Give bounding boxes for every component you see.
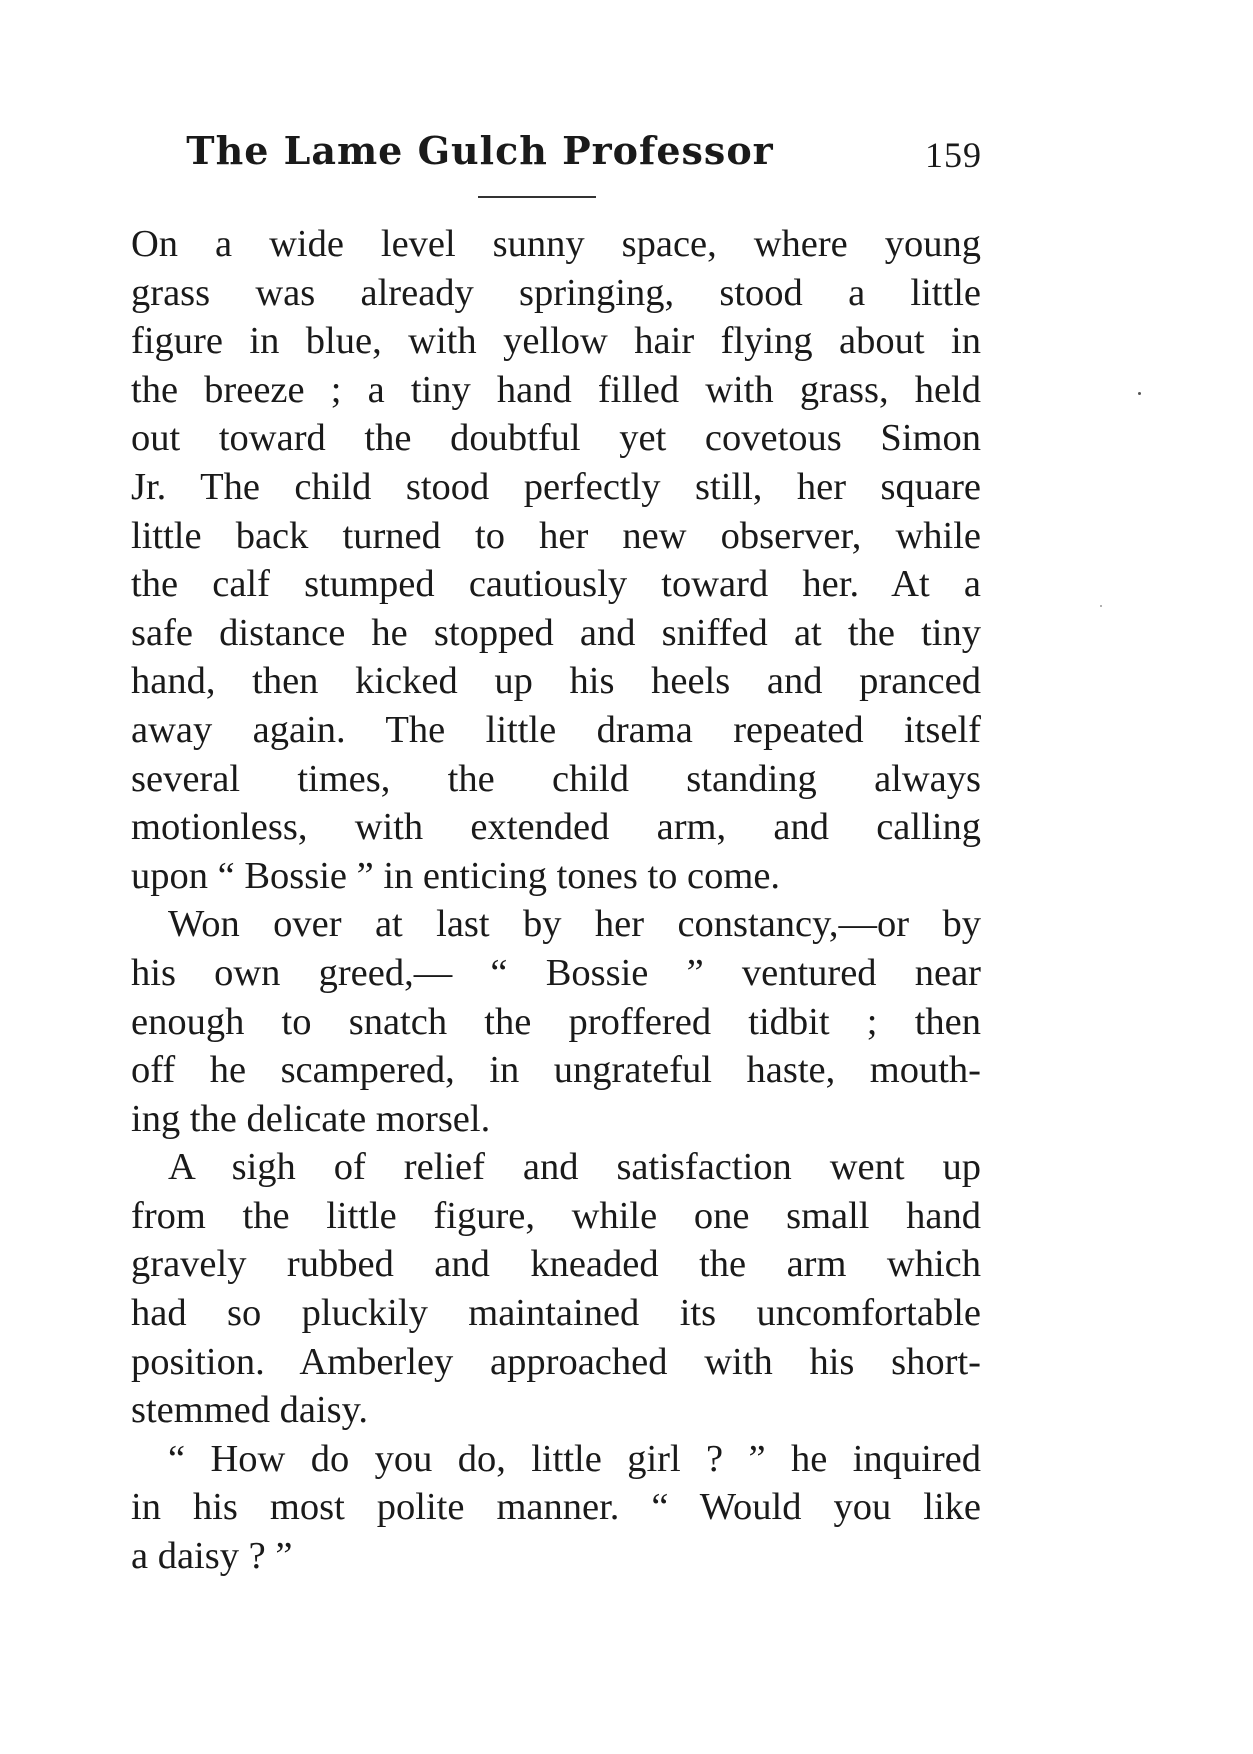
text-line: the calf stumped cautiously toward her. At a <box>131 563 981 606</box>
print-speck <box>1138 392 1141 395</box>
running-head <box>130 128 982 188</box>
text-line: grass was already springing, stood a little <box>131 271 981 314</box>
text-line: Won over at last by her constancy,—or by <box>168 903 981 946</box>
text-line: motionless, with extended arm, and calling <box>131 806 981 849</box>
text-line: several times, the child standing always <box>131 757 981 800</box>
text-line: upon “ Bossie ” in enticing tones to come. <box>131 854 781 897</box>
text-line: On a wide level sunny space, where young <box>131 223 981 265</box>
paragraph <box>131 220 981 900</box>
paragraph <box>131 1143 981 1435</box>
text-line: a daisy ? ” <box>131 1535 293 1578</box>
text-line: had so pluckily maintained its uncomfortable <box>131 1292 981 1335</box>
text-line: from the little figure, while one small hand <box>131 1194 981 1237</box>
body-text <box>131 220 981 1581</box>
text-line: off he scampered, in ungrateful haste, mouth- <box>131 1049 981 1092</box>
text-line: hand, then kicked up his heels and pranced <box>131 660 981 703</box>
text-line: gravely rubbed and kneaded the arm which <box>131 1243 981 1286</box>
text-line: stemmed daisy. <box>131 1389 369 1432</box>
text-line: out toward the doubtful yet covetous Simon <box>131 417 981 460</box>
text-line: “ How do you do, little girl ? ” he inquired <box>168 1437 981 1480</box>
running-title: The Lame Gulch Professor <box>186 128 774 173</box>
text-line: in his most polite manner. “ Would you like <box>131 1486 981 1529</box>
header-rule <box>478 196 596 198</box>
text-line: safe distance he stopped and sniffed at the tiny <box>131 611 981 654</box>
text-line: little back turned to her new observer, while <box>131 514 981 557</box>
text-line: enough to snatch the proffered tidbit ; then <box>131 1000 981 1043</box>
page-number: 159 <box>925 135 982 175</box>
text-line: the breeze ; a tiny hand filled with grass, held <box>131 368 981 411</box>
text-line: away again. The little drama repeated itself <box>131 708 981 751</box>
text-line: position. Amberley approached with his short- <box>131 1340 981 1383</box>
text-line: his own greed,— “ Bossie ” ventured near <box>131 951 981 994</box>
paragraph <box>131 1435 981 1581</box>
print-speck <box>1100 605 1102 607</box>
text-line: A sigh of relief and satisfaction went up <box>168 1146 981 1189</box>
text-line: figure in blue, with yellow hair flying about in <box>131 320 981 363</box>
text-line: ing the delicate morsel. <box>131 1097 491 1140</box>
text-line: Jr. The child stood perfectly still, her square <box>131 465 981 508</box>
paragraph <box>131 900 981 1143</box>
